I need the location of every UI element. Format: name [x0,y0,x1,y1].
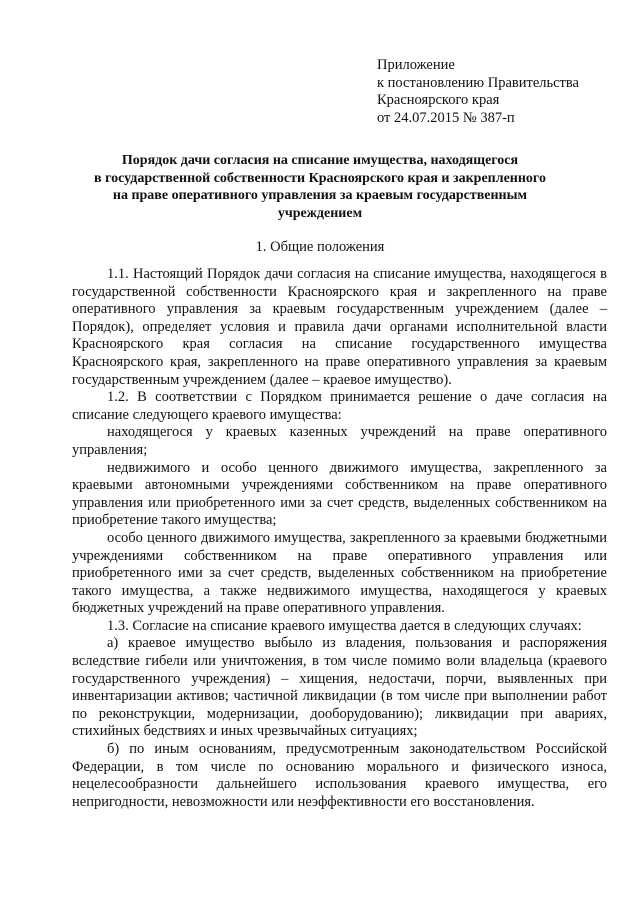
title-line: на праве оперативного управления за краевым государственным [112,188,528,203]
document-title [60,152,580,222]
paragraph: особо ценного движимого имущества, закрепленного за краевыми бюджетными учреждениями собственником на праве оперативного управления или приобретенного ими за счет средств, выделенных собственником на приобретение такого имущества, а также недвижимого имущества, находящегося у краевых бюджетных учреждений на праве оперативного управления. [72,529,607,617]
paragraph: а) краевое имущество выбыло из владения, пользования и распоряжения вследствие гибели или уничтожения, в том числе помимо воли владельца (краевого государственного учреждения) – хищения, недостачи, порчи, выявленных при инвентаризации активов; частичной ликвидации (в том числе при выполнении работ по реконструкции, модернизации, дооборудованию); ликвидации при авариях, стихийных бедствиях и иных чрезвычайных ситуациях; [72,635,607,740]
title-line: учреждением [277,205,363,221]
appendix-block [377,57,579,127]
paragraph: 1.1. Настоящий Порядок дачи согласия на списание имущества, находящегося в государственной собственности Красноярского края и закрепленного на праве оперативного управления за краевым государственным учреждением (далее – Порядок), определяет условия и правила дачи органами исполнительной власти Красноярского края согласия на списание государственного имущества Красноярского края, закрепленного на праве оперативного управления за краевым государственным учреждением (далее – краевое имущество). [72,266,607,388]
appendix-line: Красноярского края [377,92,500,108]
appendix-line: от 24.07.2015 № 387-п [377,109,515,126]
paragraph: недвижимого и особо ценного движимого имущества, закрепленного за краевыми автономными учреждениями собственником на праве оперативного управления или приобретенного ими за счет средств, выделенных собственником на приобретение такого имущества; [72,459,607,529]
appendix-line: к постановлению Правительства [377,74,579,91]
title-line: в государственной собственности Красноярского края и закрепленного [94,170,546,186]
paragraph: б) по иным основаниям, предусмотренным законодательством Российской Федерации, в том числе по основанию морального и физического износа, нецелесообразности дальнейшего использования краевого имущества, его непригодности, невозможности или неэффективности его восстановления. [72,741,607,810]
paragraph: 1.2. В соответствии с Порядком принимается решение о даче согласия на списание следующего краевого имущества: [72,389,607,423]
title-line: Порядок дачи согласия на списание имущества, находящегося [121,153,519,168]
appendix-line: Приложение [377,57,455,73]
section-heading: 1. Общие положения [255,239,385,255]
paragraph: 1.3. Согласие на списание краевого имущества дается в следующих случаях: [107,617,582,634]
paragraph: находящегося у краевых казенных учреждений на праве оперативного управления; [72,424,607,458]
document-body [72,266,607,811]
